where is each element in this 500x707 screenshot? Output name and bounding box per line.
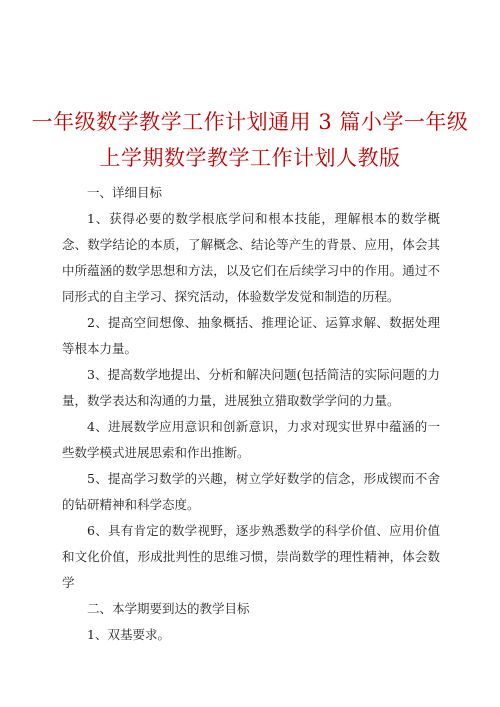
paragraph-goal-2: 2、提高空间想像、抽象概括、推理论证、运算求解、数据处理等根本力量。 — [62, 315, 440, 356]
document-title-line-1: 一年级数学教学工作计划通用 3 篇小学一年级 — [31, 110, 469, 134]
paragraph-goal-1: 1、获得必要的数学根底学问和根本技能，理解根本的数学概念、数学结论的本质，了解概念、结论等产生的背景、应用，体会其中所蕴涵的数学思想和方法，以及它们在后续学习中的作用。通过不同形式的自主学习、探究活动，体验数学发觉和制造的历程。 — [62, 211, 440, 304]
section-heading-semester-goals: 二、本学期要到达的教学目标 — [87, 601, 250, 616]
document-body — [62, 180, 440, 648]
paragraph-goal-5: 5、提高学习数学的兴趣，树立学好数学的信念，形成锲而不舍的钻研精神和科学态度。 — [62, 471, 440, 512]
paragraph-goal-6: 6、具有肯定的数学视野，逐步熟悉数学的科学价值、应用价值和文化价值，形成批判性的思维习惯，崇尚数学的理性精神，体会数学 — [62, 523, 440, 590]
document-title-line-2: 上学期数学教学工作计划人教版 — [99, 146, 401, 170]
section-heading-goals: 一、详细目标 — [87, 185, 163, 200]
paragraph-goal-3: 3、提高数学地提出、分析和解决问题(包括简洁的实际问题的力量，数学表达和沟通的力量，进展独立猎取数学学问的力量。 — [62, 367, 440, 408]
paragraph-goal-4: 4、进展数学应用意识和创新意识，力求对现实世界中蕴涵的一些数学模式进展思索和作出推断。 — [62, 419, 440, 460]
paragraph-basic-requirements: 1、双基要求。 — [87, 627, 170, 642]
